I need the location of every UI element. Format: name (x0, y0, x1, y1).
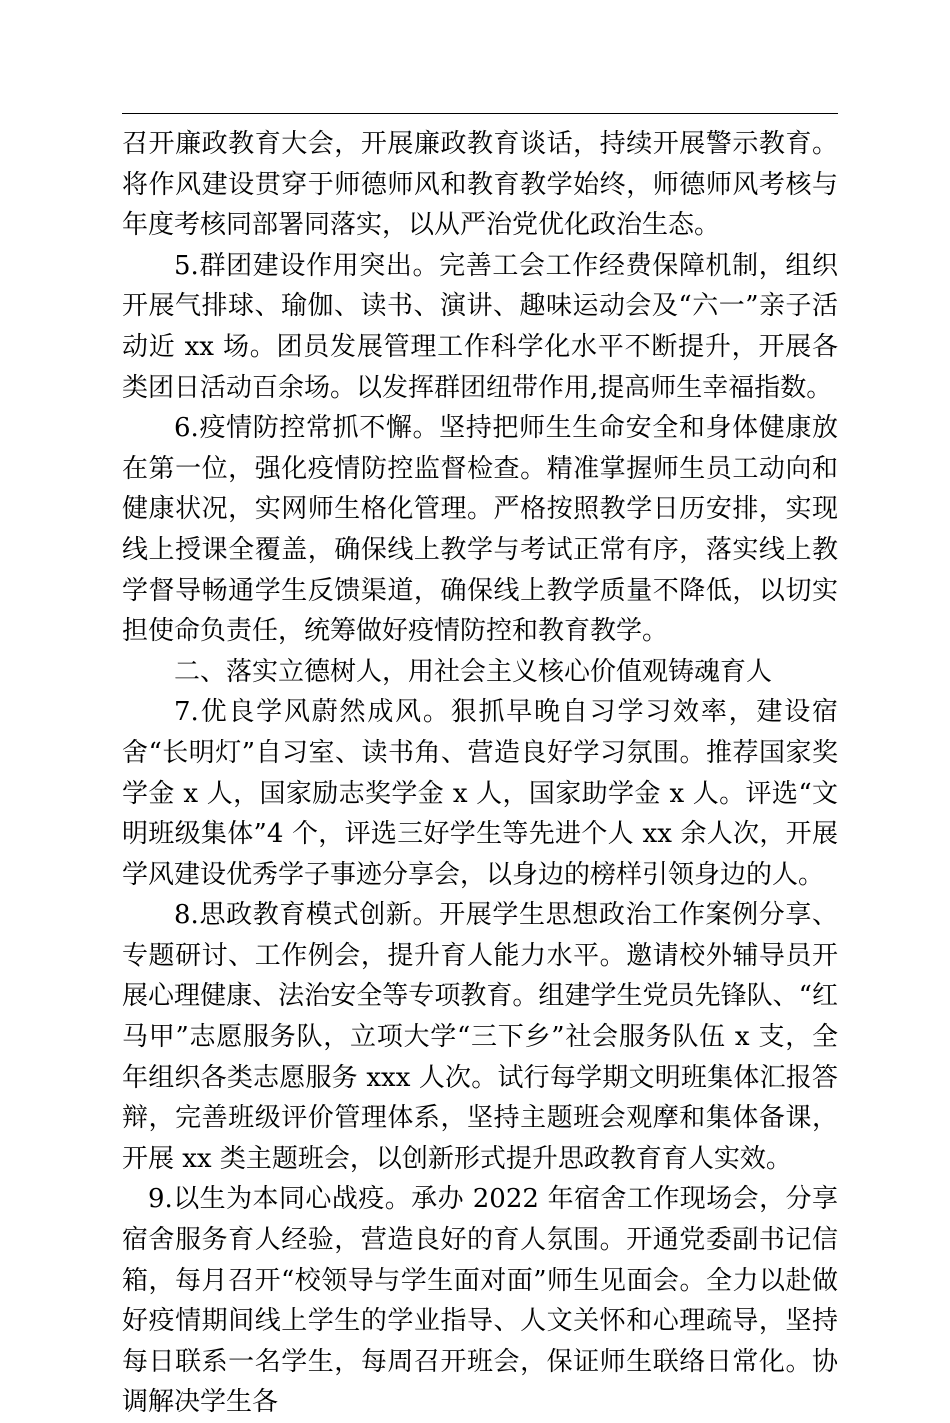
paragraph-item-9: 9.以生为本同心战疫。承办 2022 年宿舍工作现场会，分享宿舍服务育人经验，营造良好的育人氛围。开通党委副书记信箱，每月召开“校领导与学生面对面”师生见面会。全力以赴做好疫情期间线上学生的学业指导、人文关怀和心理疏导，坚持每日联系一名学生，每周召开班会，保证师生联络日常化。协调解决学生各 (122, 1184, 838, 1418)
document-body (122, 124, 838, 1423)
paragraph-item-8: 8.思政教育模式创新。开展学生思想政治工作案例分享、专题研讨、工作例会，提升育人能力水平。邀请校外辅导员开展心理健康、法治安全等专项教育。组建学生党员先锋队、“红马甲”志愿服务队，立项大学“三下乡”社会服务队伍 x 支，全年组织各类志愿服务 xxx 人次。试行每学期文明班集体汇报答辩，完善班级评价管理体系，坚持主题班会观摩和集体备课，开展 xx 类主题班会，以创新形式提升思政教育育人实效。 (122, 900, 838, 1174)
section-heading-2: 二、落实立德树人，用社会主义核心价值观铸魂育人 (174, 656, 773, 687)
paragraph-item-6: 6.疫情防控常抓不懈。坚持把师生生命安全和身体健康放在第一位，强化疫情防控监督检查。精准掌握师生员工动向和健康状况，实网师生格化管理。严格按照教学日历安排，实现线上授课全覆盖，确保线上教学与考试正常有序，落实线上教学督导畅通学生反馈渠道，确保线上教学质量不降低，以切实担使命负责任，统筹做好疫情防控和教育教学。 (122, 413, 838, 647)
paragraph-continuation: 召开廉政教育大会，开展廉政教育谈话，持续开展警示教育。将作风建设贯穿于师德师风和教育教学始终，师德师风考核与年度考核同部署同落实，以从严治党优化政治生态。 (122, 129, 838, 241)
paragraph-item-5: 5.群团建设作用突出。完善工会工作经费保障机制，组织开展气排球、瑜伽、读书、演讲、趣味运动会及“六一”亲子活动近 xx 场。团员发展管理工作科学化水平不断提升，开展各类团日活动百余场。以发挥群团纽带作用,提高师生幸福指数。 (122, 250, 838, 403)
paragraph-item-7: 7.优良学风蔚然成风。狠抓早晚自习学习效率，建设宿舍“长明灯”自习室、读书角、营造良好学习氛围。推荐国家奖学金 x 人，国家励志奖学金 x 人，国家助学金 x 人。评选“文明班级集体”4 个，评选三好学生等先进个人 xx 余人次，开展学风建设优秀学子事迹分享会，以身边的榜样引领身边的人。 (122, 697, 838, 890)
header-rule (122, 113, 838, 114)
